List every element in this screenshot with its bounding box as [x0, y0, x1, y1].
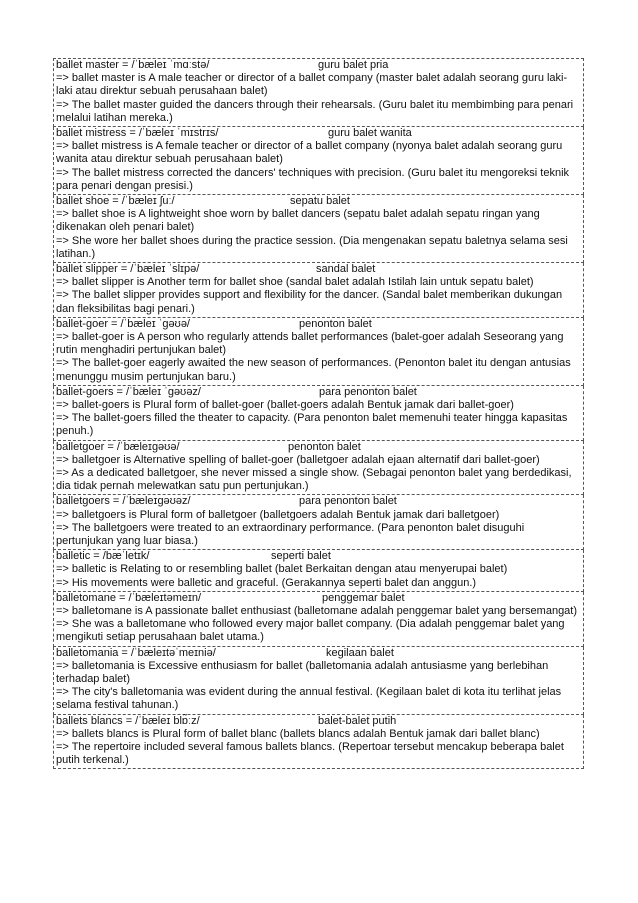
example-line: => As a dedicated balletgoer, she never missed a single show. (Sebagai penonton balet yang berdedikasi, dia tidak pernah melewatkan satu pun pertunjukan.)	[56, 466, 572, 493]
term-translation: kegilaan balet	[326, 646, 394, 659]
definition-line: => balletic is Relating to or resembling ballet (balet Berkaitan dengan atau menyerupai balet)	[56, 563, 508, 576]
term-pronunciation: ballet master = /ˈbæleɪ ˈmɑːstə/	[56, 59, 210, 71]
definition-line: => ballet shoe is A lightweight shoe worn by ballet dancers (sepatu balet adalah sepatu ringan yang dikenakan oleh penari balet)	[56, 208, 540, 234]
definition-line: => ballet mistress is A female teacher or director of a ballet company (nyonya balet adalah seorang guru wanita atau direktur sebuah perusahaan balet)	[56, 140, 563, 166]
term-pronunciation: ballets blancs = /ˈbæleɪ blɒ̃ːz/	[56, 714, 200, 727]
vocab-entry	[53, 550, 584, 592]
term-pronunciation: ballet-goers = /ˈbæleɪ ˈɡəʊəz/	[56, 385, 201, 398]
term-translation: guru balet pria	[318, 59, 389, 71]
term-translation: guru balet wanita	[328, 127, 412, 139]
example-line: => The ballet master guided the dancers through their rehearsals. (Guru balet itu membimbing para penari melalui latihan mereka.)	[56, 98, 574, 124]
definition-line: => ballet slipper is Another term for ballet shoe (sandal balet adalah Istilah lain untuk sepatu balet)	[56, 276, 534, 289]
vocab-entry	[53, 647, 584, 715]
vocab-entry	[53, 715, 584, 770]
example-line: => The ballet-goers filled the theater to capacity. (Para penonton balet memenuhi teater hingga kapasitas penuh.)	[56, 412, 568, 438]
vocabulary-list	[53, 58, 584, 769]
term-pronunciation: balletomane = /ˈbæleɪtəmeɪn/	[56, 591, 202, 604]
example-line: => She was a balletomane who followed every major ballet company. (Dia adalah penggemar balet yang mengikuti setiap perusahaan balet utama.)	[56, 618, 565, 644]
definition-line: => ballet-goers is Plural form of ballet-goer (ballet-goers adalah Bentuk jamak dari ballet-goer)	[56, 398, 514, 411]
term-translation: para penonton balet	[299, 495, 397, 508]
vocab-entry	[53, 386, 584, 441]
entry-header	[56, 386, 582, 399]
example-line: => His movements were balletic and graceful. (Gerakannya seperti balet dan anggun.)	[56, 576, 477, 589]
vocab-entry	[53, 263, 584, 318]
entry-header	[56, 495, 582, 508]
definition-line: => balletomane is A passionate ballet enthusiast (balletomane adalah penggemar balet yang bersemangat)	[56, 604, 578, 617]
entry-header	[56, 127, 582, 140]
vocab-entry	[53, 127, 584, 195]
definition-line: => ballet master is A male teacher or director of a ballet company (master balet adalah seorang guru laki-laki atau direktur sebuah perusahaan balet)	[56, 72, 568, 98]
term-translation: penonton balet	[288, 440, 361, 453]
term-pronunciation: ballet-goer = /ˈbæleɪ ˈɡəʊə/	[56, 317, 190, 330]
vocab-entry	[53, 495, 584, 550]
term-pronunciation: balletic = /bæˈletɪk/	[56, 550, 150, 563]
term-translation: balet-balet putih	[318, 714, 397, 727]
entry-header	[56, 195, 582, 208]
term-pronunciation: balletomania = /ˈbæleɪtəˈmeɪniə/	[56, 646, 216, 659]
term-pronunciation: balletgoers = /ˈbæleɪɡəʊəz/	[56, 495, 191, 508]
vocab-entry	[53, 195, 584, 263]
entry-header	[56, 647, 582, 660]
entry-header	[56, 318, 582, 331]
entry-header	[56, 715, 582, 728]
entry-header	[56, 550, 582, 563]
entry-header	[56, 441, 582, 454]
term-pronunciation: ballet mistress = /ˈbæleɪ ˈmɪstrɪs/	[56, 127, 219, 139]
term-translation: sandal balet	[316, 263, 376, 275]
term-translation: para penonton balet	[319, 385, 417, 398]
entry-header	[56, 59, 582, 72]
term-pronunciation: ballet slipper = /ˈbæleɪ ˈslɪpə/	[56, 263, 200, 275]
vocab-entry	[53, 441, 584, 496]
term-translation: seperti balet	[271, 550, 331, 563]
definition-line: => balletomania is Excessive enthusiasm for ballet (balletomania adalah antusiasme yang berlebihan terhadap balet)	[56, 659, 549, 685]
definition-line: => ballet-goer is A person who regularly attends ballet performances (balet-goer adalah Seseorang yang rutin menghadiri pertunjukan balet)	[56, 330, 564, 357]
entry-header	[56, 263, 582, 276]
example-line: => The ballet slipper provides support and flexibility for the dancer. (Sandal balet memberikan dukungan dan fleksibilitas bagi penari.)	[56, 289, 563, 315]
term-pronunciation: ballet shoe = /ˈbæleɪ ʃuː/	[56, 195, 175, 207]
term-translation: penggemar balet	[322, 591, 405, 604]
example-line: => She wore her ballet shoes during the practice session. (Dia mengenakan sepatu baletnya selama sesi latihan.)	[56, 234, 568, 260]
vocab-entry	[53, 58, 584, 127]
term-translation: sepatu balet	[290, 195, 350, 207]
example-line: => The ballet-goer eagerly awaited the new season of performances. (Penonton balet itu dengan antusias menunggu musim pertunjukan baru.)	[56, 357, 571, 383]
vocab-entry	[53, 318, 584, 386]
example-line: => The ballet mistress corrected the dancers' techniques with precision. (Guru balet itu mengoreksi teknik para penari dengan presisi.)	[56, 166, 570, 192]
entry-header	[56, 592, 582, 605]
definition-line: => balletgoer is Alternative spelling of ballet-goer (balletgoer adalah ejaan alternatif dari ballet-goer)	[56, 453, 540, 466]
definition-line: => balletgoers is Plural form of balletgoer (balletgoers adalah Bentuk jamak dari balletgoer)	[56, 508, 500, 521]
example-line: => The repertoire included several famous ballets blancs. (Repertoar tersebut mencakup beberapa balet putih terkenal.)	[56, 740, 564, 767]
example-line: => The city's balletomania was evident during the annual festival. (Kegilaan balet di kota itu terlihat jelas selama festival tahunan.)	[56, 686, 562, 712]
example-line: => The balletgoers were treated to an extraordinary performance. (Para penonton balet disuguhi pertunjukan yang luar biasa.)	[56, 521, 525, 547]
term-pronunciation: balletgoer = /ˈbæleɪɡəʊə/	[56, 440, 180, 453]
vocab-entry	[53, 592, 584, 647]
definition-line: => ballets blancs is Plural form of ballet blanc (ballets blancs adalah Bentuk jamak dari ballet blanc)	[56, 727, 540, 740]
term-translation: penonton balet	[299, 317, 372, 330]
